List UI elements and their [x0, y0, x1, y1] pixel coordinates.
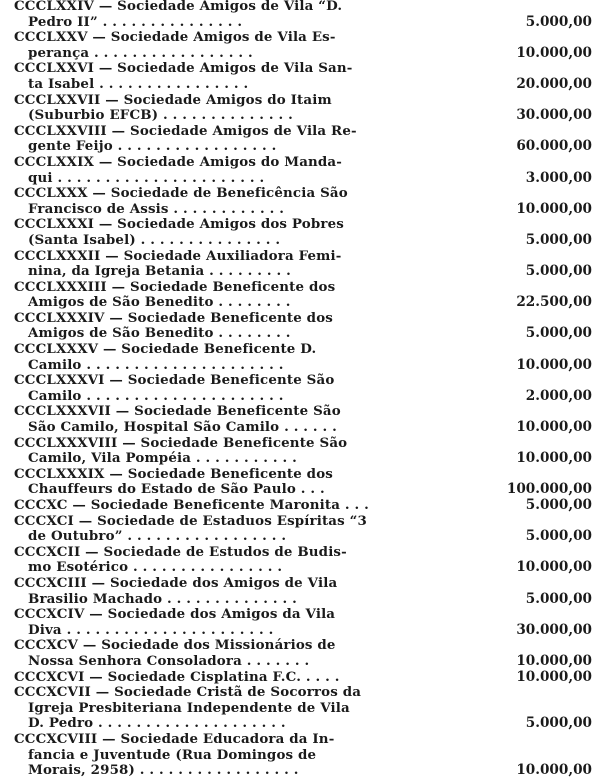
- entry-text: nina, da Igreja Betania . . . . . . . . .: [28, 263, 291, 280]
- entry-text: fancia e Juventude (Rua Domingos de: [28, 746, 317, 763]
- list-item: [6, 30, 600, 61]
- entry-text: gente Feijo . . . . . . . . . . . . . . . . .: [28, 138, 277, 155]
- entry-amount: 10.000,00: [516, 652, 592, 669]
- entry-continuation-line: [6, 326, 600, 342]
- entry-heading-line: [6, 249, 600, 265]
- list-item: [6, 498, 600, 514]
- entry-amount: 10.000,00: [516, 419, 592, 436]
- entry-text: Amigos de São Benedito . . . . . . . .: [28, 325, 291, 342]
- entry-heading-line: [6, 545, 600, 561]
- entry-text: CCCXCI — Sociedade de Estaduos Espíritas “3: [14, 512, 367, 529]
- entry-text: CCCXCII — Sociedade de Estudos de Budis-: [14, 543, 347, 560]
- list-item: [6, 732, 600, 779]
- entry-text: Chauffeurs do Estado de São Paulo . . .: [28, 481, 325, 498]
- entry-text: CCCLXXVII — Sociedade Amigos do Itaim: [14, 91, 332, 108]
- list-item: [6, 186, 600, 217]
- list-item: [6, 670, 600, 686]
- entry-continuation-line: [6, 701, 600, 717]
- entry-heading-line: [6, 607, 600, 623]
- entry-continuation-line: [6, 15, 600, 31]
- entry-text: Amigos de São Benedito . . . . . . . .: [28, 294, 291, 311]
- entry-amount: 5.000,00: [525, 590, 592, 607]
- entry-text: CCCXCVII — Sociedade Cristã de Socorros da: [14, 684, 362, 701]
- entry-heading-line: [6, 0, 600, 15]
- entry-text: CCCLXXXVI — Sociedade Beneficente São: [14, 372, 335, 389]
- list-item: [6, 467, 600, 498]
- entry-text: CCCLXXIV — Sociedade Amigos de Vila “D.: [14, 0, 343, 14]
- entry-heading-line: [6, 61, 600, 77]
- entry-heading-line: [6, 670, 600, 686]
- entry-amount: 5.000,00: [525, 263, 592, 280]
- entry-text: CCCLXXXVII — Sociedade Beneficente São: [14, 403, 341, 420]
- entry-heading-line: [6, 685, 600, 701]
- entry-text: perança . . . . . . . . . . . . . . . . .: [28, 44, 253, 61]
- entry-text: CCCLXXXV — Sociedade Beneficente D.: [14, 341, 317, 358]
- entry-continuation-line: [6, 171, 600, 187]
- entry-text: CCCLXXXIX — Sociedade Beneficente dos: [14, 465, 333, 482]
- entry-text: CCCLXXXI — Sociedade Amigos dos Pobres: [14, 216, 344, 233]
- entry-continuation-line: [6, 623, 600, 639]
- entry-amount: 5.000,00: [525, 325, 592, 342]
- entry-heading-line: [6, 311, 600, 327]
- entry-text: Brasilio Machado . . . . . . . . . . . . . .: [28, 590, 297, 607]
- entry-heading-line: [6, 436, 600, 452]
- list-item: [6, 545, 600, 576]
- entry-text: CCCLXXIX — Sociedade Amigos do Manda-: [14, 153, 342, 170]
- entry-text: Francisco de Assis . . . . . . . . . . . .: [28, 200, 285, 217]
- entry-amount: 10.000,00: [516, 44, 592, 61]
- entry-text: Nossa Senhora Consoladora . . . . . . .: [28, 652, 310, 669]
- entry-amount: 30.000,00: [516, 621, 592, 638]
- list-item: [6, 404, 600, 435]
- entry-heading-line: [6, 30, 600, 46]
- entry-text: Camilo . . . . . . . . . . . . . . . . . . . . .: [28, 356, 284, 373]
- entry-continuation-line: [6, 233, 600, 249]
- entry-heading-line: [6, 93, 600, 109]
- entry-text: qui . . . . . . . . . . . . . . . . . . . . . .: [28, 169, 265, 186]
- entry-amount: 10.000,00: [516, 559, 592, 576]
- entry-amount: 5.000,00: [525, 497, 592, 513]
- entry-continuation-line: [6, 748, 600, 764]
- entry-text: Camilo, Vila Pompéia . . . . . . . . . . .: [28, 450, 297, 467]
- entry-continuation-line: [6, 560, 600, 576]
- entry-continuation-line: [6, 139, 600, 155]
- entry-continuation-line: [6, 389, 600, 405]
- entry-heading-line: [6, 280, 600, 296]
- document-page: [6, 0, 600, 779]
- entry-amount: 10.000,00: [516, 356, 592, 373]
- entry-continuation-line: [6, 358, 600, 374]
- entry-heading-line: [6, 342, 600, 358]
- entry-heading-line: [6, 498, 600, 514]
- list-item: [6, 249, 600, 280]
- entry-heading-line: [6, 186, 600, 202]
- entry-continuation-line: [6, 108, 600, 124]
- entry-heading-line: [6, 732, 600, 748]
- entry-text: CCCLXXXIV — Sociedade Beneficente dos: [14, 309, 333, 326]
- entry-continuation-line: [6, 264, 600, 280]
- list-item: [6, 0, 600, 30]
- entry-text: Pedro II” . . . . . . . . . . . . . . .: [28, 13, 243, 30]
- entry-continuation-line: [6, 420, 600, 436]
- entry-heading-line: [6, 217, 600, 233]
- list-item: [6, 311, 600, 342]
- list-item: [6, 436, 600, 467]
- entry-text: CCCLXXXIII — Sociedade Beneficente dos: [14, 278, 336, 295]
- entry-text: CCCLXXVIII — Sociedade Amigos de Vila Re-: [14, 122, 357, 139]
- entry-amount: 20.000,00: [516, 75, 592, 92]
- entry-text: CCCLXXVI — Sociedade Amigos de Vila San-: [14, 60, 353, 77]
- entry-text: CCCXCIII — Sociedade dos Amigos de Vila: [14, 574, 338, 591]
- list-item: [6, 373, 600, 404]
- list-item: [6, 217, 600, 248]
- entry-text: Morais, 2958) . . . . . . . . . . . . . . . . .: [28, 762, 299, 779]
- list-item: [6, 124, 600, 155]
- entry-continuation-line: [6, 592, 600, 608]
- list-item: [6, 576, 600, 607]
- entry-amount: 100.000,00: [506, 481, 592, 498]
- entry-heading-line: [6, 514, 600, 530]
- entry-text: Camilo . . . . . . . . . . . . . . . . . . . . .: [28, 387, 284, 404]
- list-item: [6, 685, 600, 732]
- list-item: [6, 514, 600, 545]
- list-item: [6, 61, 600, 92]
- entry-text: CCCXCIV — Sociedade dos Amigos da Vila: [14, 606, 336, 623]
- entry-text: mo Esotérico . . . . . . . . . . . . . . . .: [28, 559, 283, 576]
- entry-heading-line: [6, 576, 600, 592]
- entry-amount: 10.000,00: [516, 200, 592, 217]
- entry-amount: 22.500,00: [516, 294, 592, 311]
- entry-text: CCCLXXV — Sociedade Amigos de Vila Es-: [14, 29, 336, 46]
- entry-text: CCCLXXXII — Sociedade Auxiliadora Femi-: [14, 247, 342, 264]
- entry-text: Diva . . . . . . . . . . . . . . . . . . . . . .: [28, 621, 274, 638]
- entry-continuation-line: [6, 77, 600, 93]
- entry-text: D. Pedro . . . . . . . . . . . . . . . . . . . .: [28, 715, 286, 732]
- entry-amount: 5.000,00: [525, 231, 592, 248]
- entry-heading-line: [6, 467, 600, 483]
- entry-amount: 30.000,00: [516, 107, 592, 124]
- entry-amount: 2.000,00: [525, 387, 592, 404]
- entry-amount: 3.000,00: [525, 169, 592, 186]
- entry-amount: 10.000,00: [516, 668, 592, 685]
- entry-text: São Camilo, Hospital São Camilo . . . . . .: [28, 419, 337, 436]
- list-item: [6, 342, 600, 373]
- entry-amount: 5.000,00: [525, 715, 592, 732]
- entry-text: Igreja Presbiteriana Independente de Vila: [28, 699, 350, 716]
- entry-amount: 10.000,00: [516, 450, 592, 467]
- entry-amount: 10.000,00: [516, 762, 592, 779]
- entry-heading-line: [6, 124, 600, 140]
- entry-text: CCCXCV — Sociedade dos Missionários de: [14, 637, 336, 654]
- list-item: [6, 280, 600, 311]
- entry-heading-line: [6, 404, 600, 420]
- entry-heading-line: [6, 638, 600, 654]
- entry-text: CCCXCVI — Sociedade Cisplatina F.C. . . . .: [14, 668, 340, 685]
- list-item: [6, 607, 600, 638]
- entry-text: (Santa Isabel) . . . . . . . . . . . . . . .: [28, 231, 281, 248]
- entry-continuation-line: [6, 654, 600, 670]
- entry-text: CCCLXXX — Sociedade de Beneficência São: [14, 185, 348, 202]
- list-item: [6, 93, 600, 124]
- entry-heading-line: [6, 155, 600, 171]
- entry-text: de Outubro” . . . . . . . . . . . . . . . . .: [28, 528, 287, 545]
- entry-heading-line: [6, 373, 600, 389]
- entry-amount: 60.000,00: [516, 138, 592, 155]
- entry-amount: 5.000,00: [525, 13, 592, 30]
- entry-continuation-line: [6, 295, 600, 311]
- entry-amount: 5.000,00: [525, 528, 592, 545]
- entry-continuation-line: [6, 763, 600, 779]
- entry-text: CCCLXXXVIII — Sociedade Beneficente São: [14, 434, 348, 451]
- list-item: [6, 155, 600, 186]
- entry-text: CCCXCVIII — Sociedade Educadora da In-: [14, 730, 335, 747]
- entry-text: CCCXC — Sociedade Beneficente Maronita . . .: [14, 497, 369, 513]
- entry-continuation-line: [6, 46, 600, 62]
- entry-continuation-line: [6, 529, 600, 545]
- entry-continuation-line: [6, 202, 600, 218]
- list-item: [6, 638, 600, 669]
- entry-continuation-line: [6, 451, 600, 467]
- entry-continuation-line: [6, 716, 600, 732]
- entry-text: (Suburbio EFCB) . . . . . . . . . . . . . .: [28, 107, 293, 124]
- entry-text: ta Isabel . . . . . . . . . . . . . . . .: [28, 75, 249, 92]
